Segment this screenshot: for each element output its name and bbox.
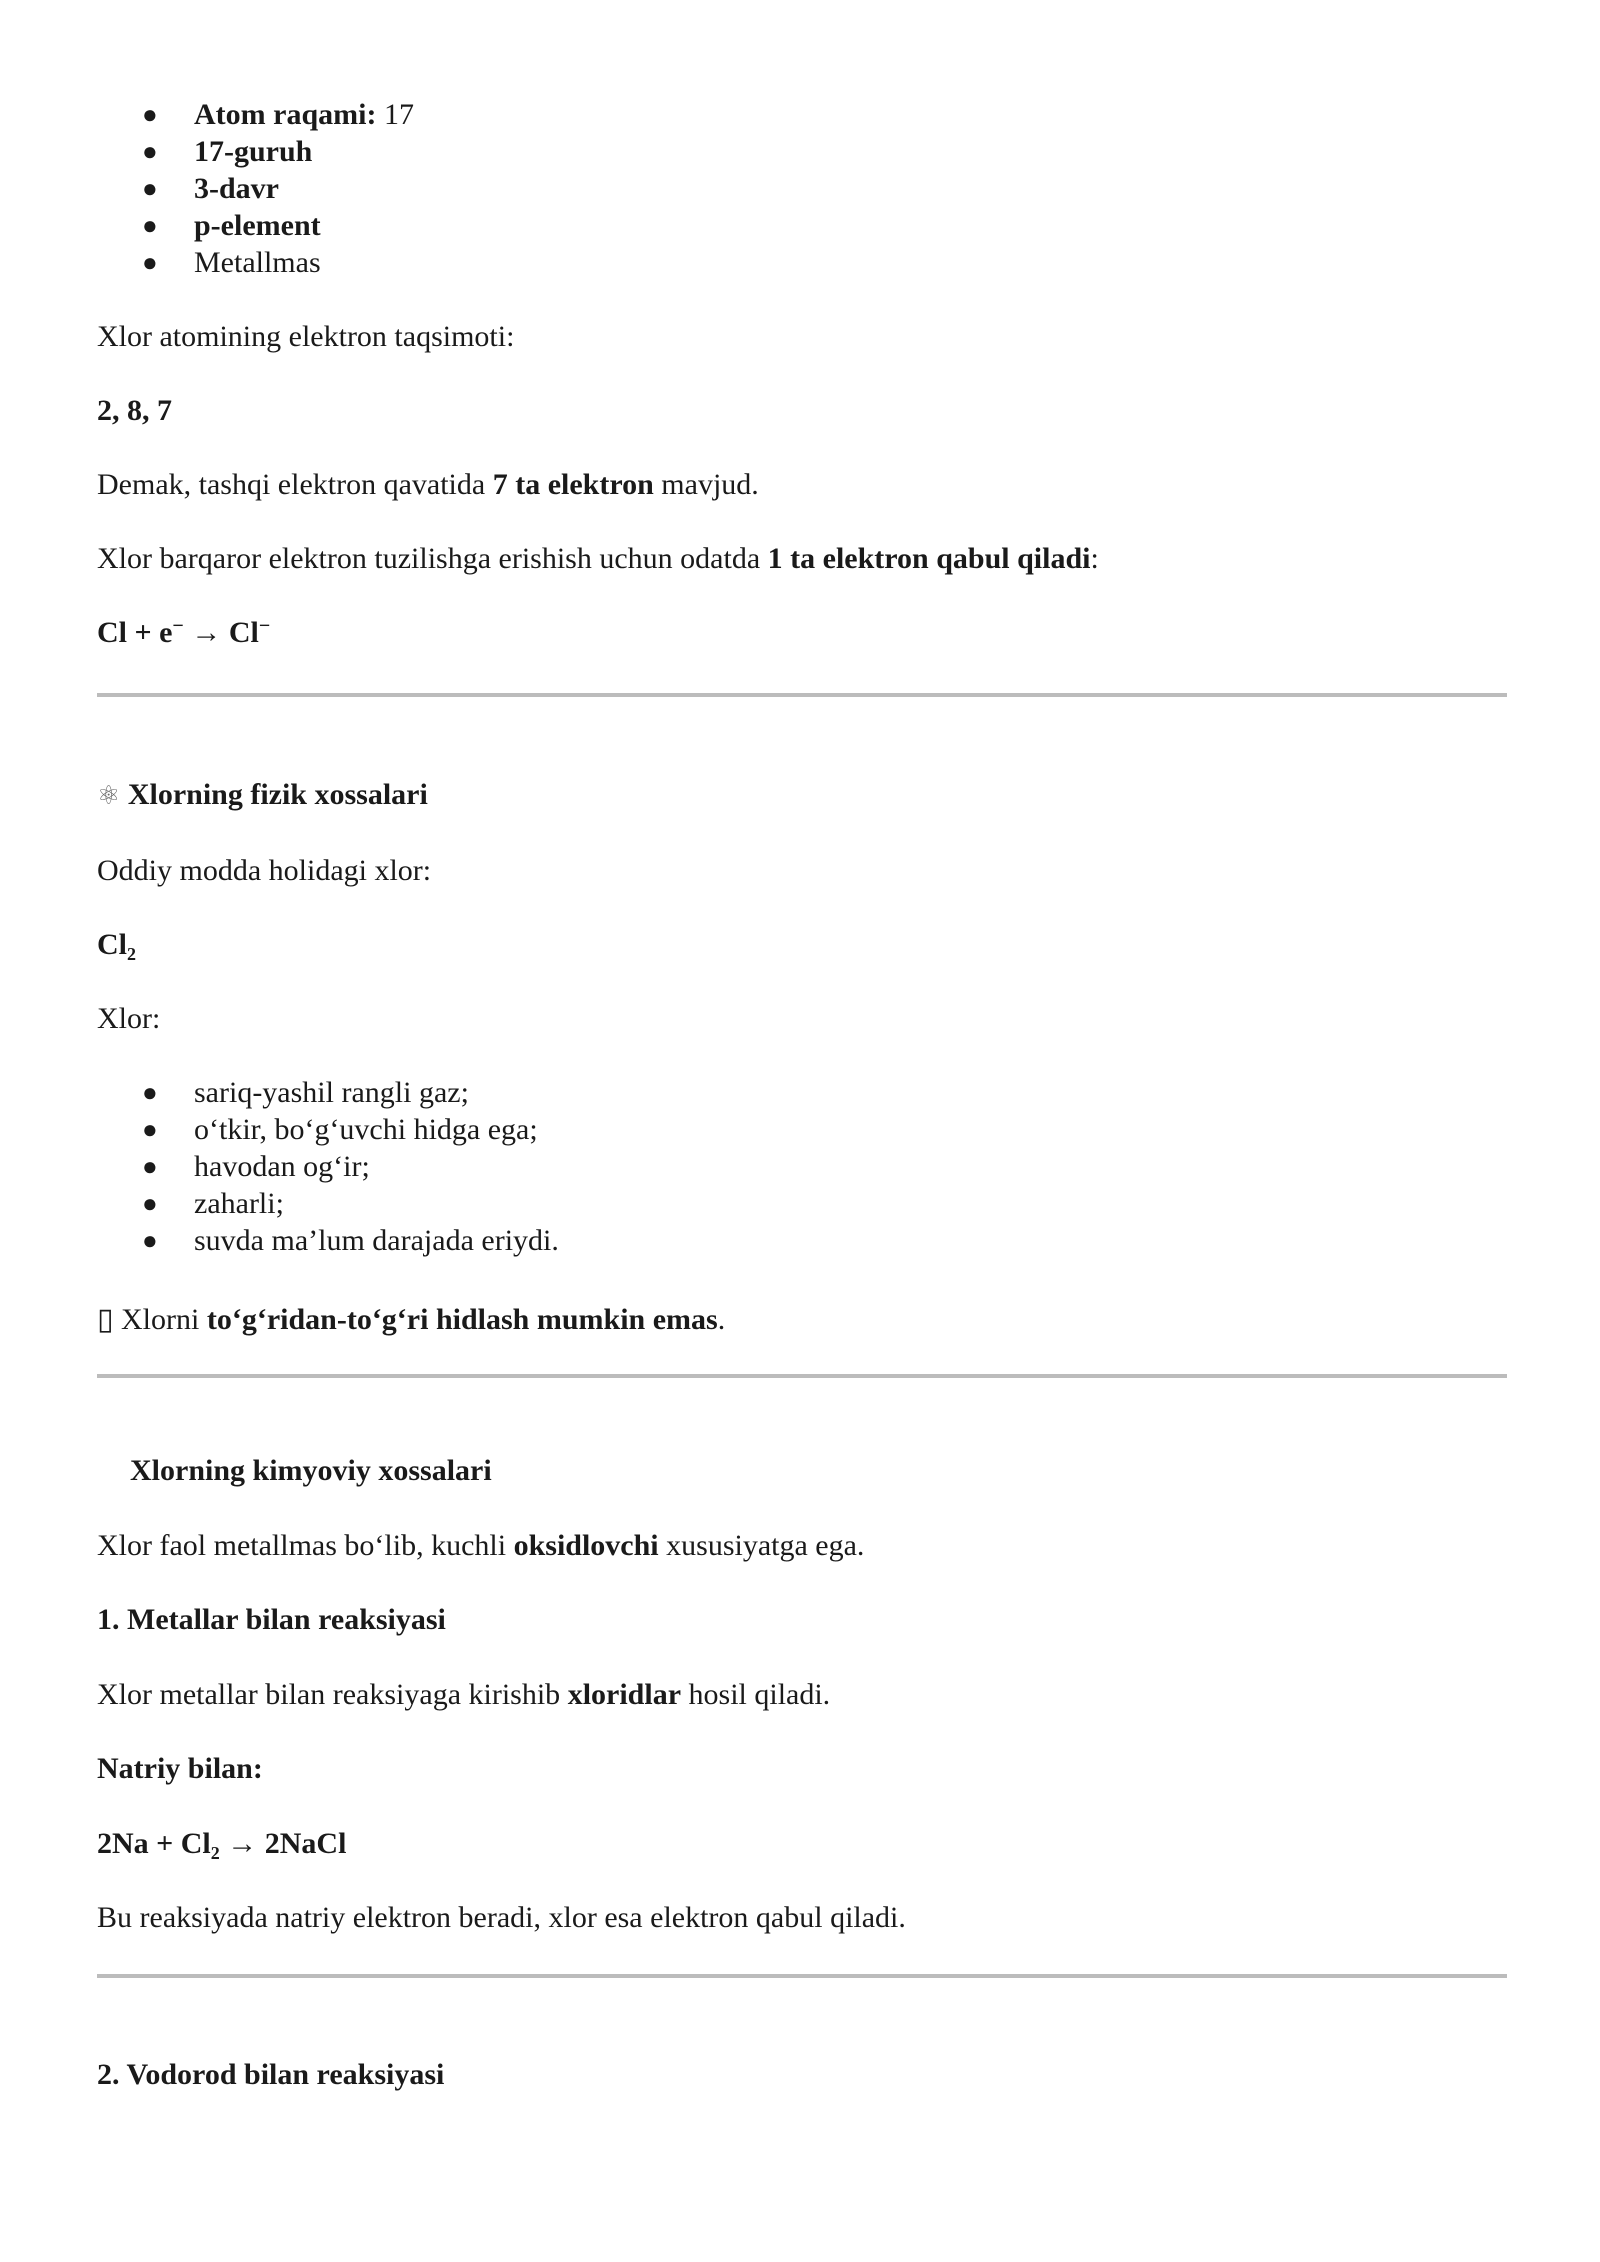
chlorine-label: Xlor:	[97, 1002, 161, 1035]
bold-span: oksidlovchi	[513, 1529, 659, 1562]
sodium-label	[97, 1750, 1507, 1787]
bullet-icon: ●	[142, 1152, 158, 1181]
property-label: Atom raqami:	[194, 98, 377, 131]
text-span: Xlorni	[113, 1303, 207, 1336]
physical-intro: Oddiy modda holidagi xlor:	[97, 854, 432, 887]
list-item	[97, 1148, 1507, 1185]
bullet-icon: ●	[142, 137, 158, 166]
list-item	[97, 1111, 1507, 1148]
ion-equation	[97, 614, 1507, 651]
list-item	[97, 96, 1507, 133]
text-span: hosil qiladi.	[681, 1678, 831, 1711]
bullet-icon: ●	[142, 174, 158, 203]
equation-part: Cl	[228, 616, 259, 649]
bold-span: xloridlar	[567, 1678, 682, 1711]
warning-text	[97, 1301, 1507, 1338]
bullet-icon: ●	[142, 211, 158, 240]
property-label: p-element	[194, 209, 321, 242]
list-text: zaharli;	[194, 1187, 284, 1220]
text-span: xususiyatga ega.	[658, 1529, 865, 1562]
equation-part: 2NaCl	[264, 1827, 347, 1860]
list-item	[97, 207, 1507, 244]
bold-span: 7 ta elektron	[492, 468, 654, 501]
metals-text	[97, 1676, 1507, 1713]
section-heading-physical	[97, 776, 1507, 814]
text-span: Demak, tashqi elektron qavatida	[97, 468, 493, 501]
superscript: −	[172, 615, 184, 637]
label-text: Natriy bilan:	[97, 1752, 263, 1785]
divider	[97, 1374, 1507, 1378]
text-span: Xlor metallar bilan reaksiyaga kirishib	[97, 1678, 568, 1711]
equation-part: Cl + e	[97, 616, 173, 649]
list-text: sariq-yashil rangli gaz;	[194, 1076, 469, 1109]
list-text: suvda ma’lum darajada eriydi.	[194, 1224, 559, 1257]
equation-note: Bu reaksiyada natriy elektron beradi, xlor esa elektron qabul qiladi.	[97, 1901, 906, 1934]
element-properties-list	[97, 96, 1507, 281]
bold-span: to‘g‘ridan-to‘g‘ri hidlash mumkin emas	[206, 1303, 718, 1336]
superscript: −	[258, 615, 271, 637]
document-content	[97, 96, 1507, 2093]
text-span: mavjud.	[653, 468, 759, 501]
chlorine-formula	[97, 926, 1507, 963]
heading-text: 2. Vodorod bilan reaksiyasi	[97, 2058, 445, 2091]
property-label: 17-guruh	[194, 135, 313, 168]
atom-icon: ⚛	[97, 781, 121, 810]
bullet-icon: ●	[142, 100, 158, 129]
formula-main: Cl	[97, 928, 127, 961]
list-item	[97, 1074, 1507, 1111]
section-heading-chemical	[97, 1452, 1507, 1489]
bullet-icon: ●	[142, 1115, 158, 1144]
bullet-icon: ●	[142, 1226, 158, 1255]
electron-config-value: 2, 8, 7	[97, 394, 172, 427]
text-span: .	[717, 1303, 726, 1336]
electron-config	[97, 392, 1507, 429]
heading-text: Xlorning fizik xossalari	[120, 778, 428, 811]
arrow: →	[183, 616, 229, 649]
list-item	[97, 133, 1507, 170]
subheading-metals	[97, 1601, 1507, 1638]
property-value: Metallmas	[194, 246, 321, 279]
list-text: o‘tkir, bo‘g‘uvchi hidga ega;	[194, 1113, 538, 1146]
arrow: →	[219, 1827, 265, 1860]
text-span: :	[1090, 542, 1099, 575]
property-label: 3-davr	[194, 172, 279, 205]
list-item	[97, 1185, 1507, 1222]
equation-part: 2Na + Cl	[97, 1827, 211, 1860]
heading-text: Xlorning kimyoviy xossalari	[130, 1454, 492, 1487]
outer-shell-text	[97, 466, 1507, 503]
bullet-icon: ●	[142, 248, 158, 277]
stability-text	[97, 540, 1507, 577]
property-value: 17	[376, 98, 414, 131]
sodium-equation	[97, 1825, 1507, 1862]
subheading-hydrogen	[97, 2056, 1507, 2093]
text-span: Xlor barqaror elektron tuzilishga erishish uchun odatda	[97, 542, 768, 575]
heading-text: 1. Metallar bilan reaksiyasi	[97, 1603, 446, 1636]
divider	[97, 1974, 1507, 1978]
bullet-icon: ●	[142, 1078, 158, 1107]
warning-icon: ▯	[97, 1303, 114, 1336]
list-item	[97, 244, 1507, 281]
electron-intro: Xlor atomining elektron taqsimoti:	[97, 320, 515, 353]
bullet-icon: ●	[142, 1189, 158, 1218]
bold-span: 1 ta elektron qabul qiladi	[767, 542, 1091, 575]
divider	[97, 693, 1507, 697]
formula-sub: 2	[127, 944, 136, 964]
text-span: Xlor faol metallmas bo‘lib, kuchli	[97, 1529, 514, 1562]
list-item	[97, 1222, 1507, 1259]
subscript: 2	[210, 1843, 220, 1863]
physical-properties-list	[97, 1074, 1507, 1259]
list-text: havodan og‘ir;	[194, 1150, 370, 1183]
list-item	[97, 170, 1507, 207]
chemical-intro	[97, 1527, 1507, 1564]
